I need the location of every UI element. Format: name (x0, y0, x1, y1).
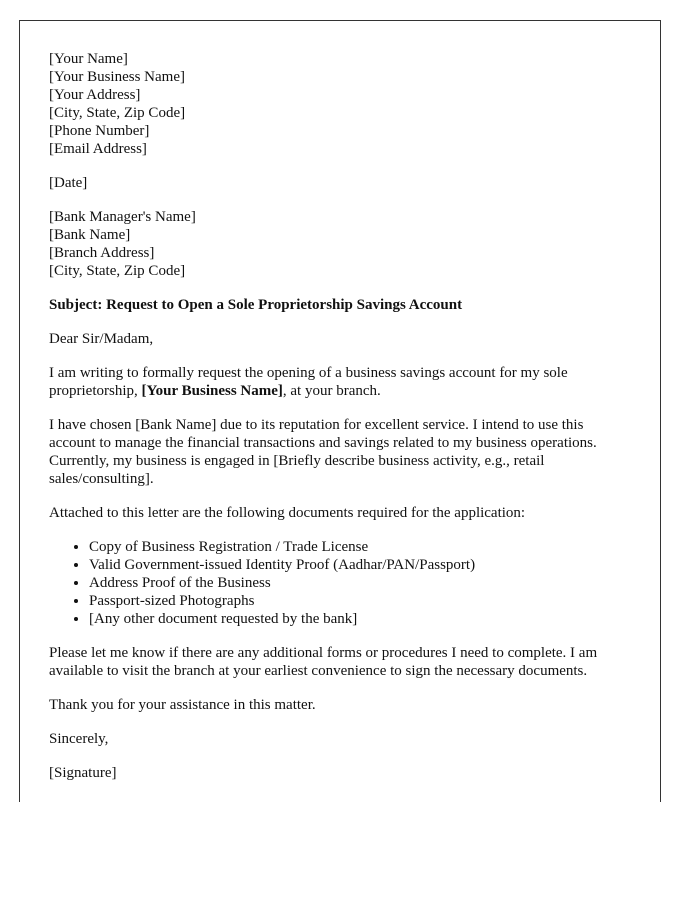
thanks-line: Thank you for your assistance in this matter. (49, 697, 316, 713)
sender-city-state-zip: [City, State, Zip Code] (49, 105, 186, 121)
list-item: • Copy of Business Registration / Trade License (89, 538, 631, 556)
letter-date: [Date] (49, 175, 88, 191)
recipient-block (49, 208, 631, 280)
intro-text-after: , at your branch. (282, 383, 381, 399)
sender-block (49, 50, 631, 158)
documents-list (49, 538, 631, 628)
intro-paragraph (49, 364, 631, 400)
sender-address: [Your Address] (49, 87, 141, 103)
intro-business-name: [Your Business Name] (141, 383, 283, 399)
list-item: • Passport-sized Photographs (89, 592, 631, 610)
reason-paragraph: I have chosen [Bank Name] due to its reputation for excellent service. I intend to use this account to manage the financial transactions and savings related to my business operations. Currently, my business is engaged in [Briefly describe business activity, e.g., retail sales/consulting]. (49, 417, 597, 487)
intro-text-before: I am writing to formally request the opening of a business savings account for my sole proprietorship, (49, 365, 568, 399)
sender-business-name: [Your Business Name] (49, 69, 185, 85)
salutation: Dear Sir/Madam, (49, 331, 154, 347)
sender-email: [Email Address] (49, 141, 147, 157)
recipient-branch-address: [Branch Address] (49, 245, 155, 261)
recipient-bank-name: [Bank Name] (49, 227, 131, 243)
list-item: • Address Proof of the Business (89, 574, 631, 592)
followup-paragraph: Please let me know if there are any additional forms or procedures I need to complete. I am available to visit the branch at your earliest convenience to sign the necessary documents. (49, 645, 598, 679)
recipient-manager-name: [Bank Manager's Name] (49, 209, 196, 225)
recipient-city-state-zip: [City, State, Zip Code] (49, 263, 186, 279)
list-item: • [Any other document requested by the bank] (89, 610, 631, 628)
list-item: • Valid Government-issued Identity Proof (Aadhar/PAN/Passport) (89, 556, 631, 574)
letter-page (19, 20, 661, 802)
subject-line: Subject: Request to Open a Sole Proprietorship Savings Account (49, 297, 463, 313)
signature-line: [Signature] (49, 765, 117, 781)
closing-line: Sincerely, (49, 731, 109, 747)
sender-name: [Your Name] (49, 51, 128, 67)
sender-phone: [Phone Number] (49, 123, 150, 139)
documents-intro: Attached to this letter are the following documents required for the application: (49, 505, 526, 521)
